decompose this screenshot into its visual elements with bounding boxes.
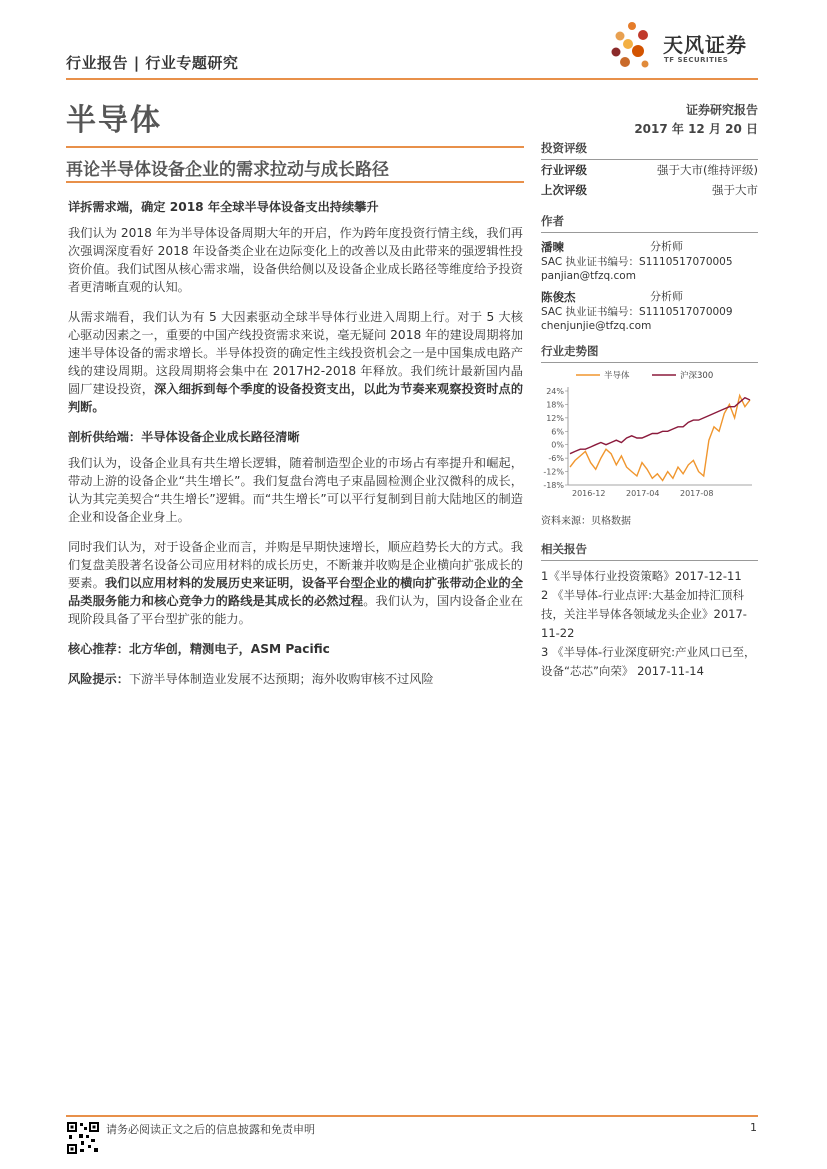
section-heading-demand: 详拆需求端，确定 2018 年全球半导体设备支出持续攀升 (68, 200, 379, 214)
y-tick-label: -18% (543, 481, 564, 490)
paragraph-2-emphasis: 深入细拆到每个季度的设备投资支出，以此为节奏来观察投资时点的判断。 (68, 382, 524, 414)
x-tick-label: 2016-12 (572, 489, 606, 498)
chart-source: 资料来源：贝格数据 (541, 516, 631, 527)
paragraph-3: 我们认为，设备企业具有共生增长逻辑，随着制造型企业的市场占有率提升和崛起，带动上游的设备企业“共生增长”。我们复盘台湾电子束晶圆检测企业汉微科的成长，认为其完美契合“共生增长”逻辑。而“共生增长”可以平行复制到目前大陆地区的制造企业和设备企业身上。 (68, 456, 523, 524)
report-title: 再论半导体设备企业的需求拉动与成长路径 (66, 160, 389, 180)
report-kind: 证券研究报告 (685, 103, 758, 117)
author-section (541, 213, 758, 333)
x-tick-label: 2017-08 (680, 489, 714, 498)
related-report-link[interactable]: 2 《半导体-行业点评:大基金加持汇顶科技，关注半导体各领域龙头企业》2017-11-22 (541, 588, 747, 640)
author-card: 潘暕 分析师 SAC 执业证书编号：S1110517070005 panjian@tfzq.com (541, 239, 758, 283)
rating-heading: 投资评级 (541, 140, 758, 160)
industry-trend-chart (540, 365, 758, 501)
header-divider (66, 78, 758, 80)
y-tick-label: 18% (546, 400, 564, 410)
series-line-semiconductor (570, 396, 750, 481)
chart-section (541, 343, 758, 363)
rating-section (541, 140, 758, 200)
paragraph-2: 从需求端看，我们认为有 5 大因素驱动全球半导体行业进入周期上行。对于 5 大核心驱动因素之一，重要的中国产线投资需求来说，毫无疑问 2018 年的建设周期将加速半导体设备的需求增长。半导体投资的确定性主线投资机会之一是中国集成电路产线的建设周期。这段周期将会集中在 2017H2-2018 年释放。我们统计最新国内晶圆厂建设投资，深入细拆到每个季度的设备投资支出，以此为节奏来观察投资时点的判断。 (68, 310, 524, 414)
y-tick-label: 24% (546, 387, 564, 396)
legend-label: 沪深300 (680, 371, 714, 381)
related-heading: 相关报告 (541, 541, 758, 561)
y-tick-label: 6% (551, 427, 564, 437)
paragraph-1: 我们认为 2018 年为半导体设备周期大年的开启，作为跨年度投资行情主线，我们再次强调深度看好 2018 年设备类企业在边际变化上的改善以及由此带来的强逻辑性投资价值。我们试图从核心需求端，设备供给侧以及设备企业成长路径等维度给予投资者更清晰直观的认知。 (68, 226, 523, 294)
section-heading-supply: 剖析供给端：半导体设备企业成长路径清晰 (68, 430, 300, 444)
footer-divider (66, 1115, 758, 1117)
author-heading: 作者 (541, 213, 758, 233)
rating-row: 行业评级 强于大市(维持评级) (541, 163, 758, 177)
y-tick-label: 12% (546, 413, 564, 423)
logo-subtitle: TF SECURITIES (664, 56, 729, 64)
main-content (68, 198, 523, 700)
paragraph-4-emphasis: 我们以应用材料的发展历史来证明，设备平台型企业的横向扩张带动企业的全品类服务能力和核心竞争力的路线是其成长的必然过程 (68, 576, 524, 608)
author-card: 陈俊杰 分析师 SAC 执业证书编号：S1110517070009 chenjunjie@tfzq.com (541, 289, 758, 333)
related-report-link[interactable]: 1《半导体行业投资策略》2017-12-11 (541, 569, 742, 583)
rating-row: 上次评级 强于大市 (541, 183, 758, 197)
related-report-link[interactable]: 3 《半导体-行业深度研究:产业风口已至，设备“芯芯”向荣》 2017-11-14 (541, 645, 756, 678)
y-tick-label: -12% (543, 467, 564, 477)
paragraph-4: 同时我们认为，对于设备企业而言，并购是早期快速增长，顺应趋势长大的方式。我们复盘美股著名设备公司应用材料的成长历史，不断兼并收购是企业横向扩张成长的要素。我们以应用材料的发展历史来证明，设备平台型企业的横向扩张带动企业的全品类服务能力和核心竞争力的路线是其成长的必然过程。我们认为，国内设备企业在现阶段具备了平台型扩张的能力。 (68, 540, 524, 626)
series-line-hs300 (570, 398, 750, 454)
related-list (541, 567, 758, 681)
author-email[interactable]: panjian@tfzq.com (541, 270, 636, 282)
risk-warning: 风险提示：下游半导体制造业发展不达预期；海外收购审核不过风险 (68, 672, 434, 686)
related-section (541, 541, 758, 681)
chart-heading: 行业走势图 (541, 343, 758, 363)
title-divider-bottom (66, 181, 524, 183)
x-tick-label: 2017-04 (626, 489, 660, 498)
page-number: 1 (750, 1121, 757, 1134)
title-divider-top (66, 146, 524, 148)
report-type: 行业报告 | 行业专题研究 (66, 54, 239, 72)
disclaimer: 请务必阅读正文之后的信息披露和免责申明 (106, 1123, 315, 1136)
y-tick-label: 0% (551, 440, 564, 450)
logo-name: 天风证券 (663, 33, 747, 57)
qr-code-icon (66, 1121, 100, 1155)
legend-label: 半导体 (604, 371, 630, 381)
report-date: 2017 年 12 月 20 日 (634, 122, 758, 136)
core-recommendation: 核心推荐：北方华创，精测电子，ASM Pacific (68, 642, 330, 656)
y-tick-label: -6% (548, 454, 564, 464)
author-email[interactable]: chenjunjie@tfzq.com (541, 320, 652, 332)
sector-name: 半导体 (66, 103, 162, 138)
